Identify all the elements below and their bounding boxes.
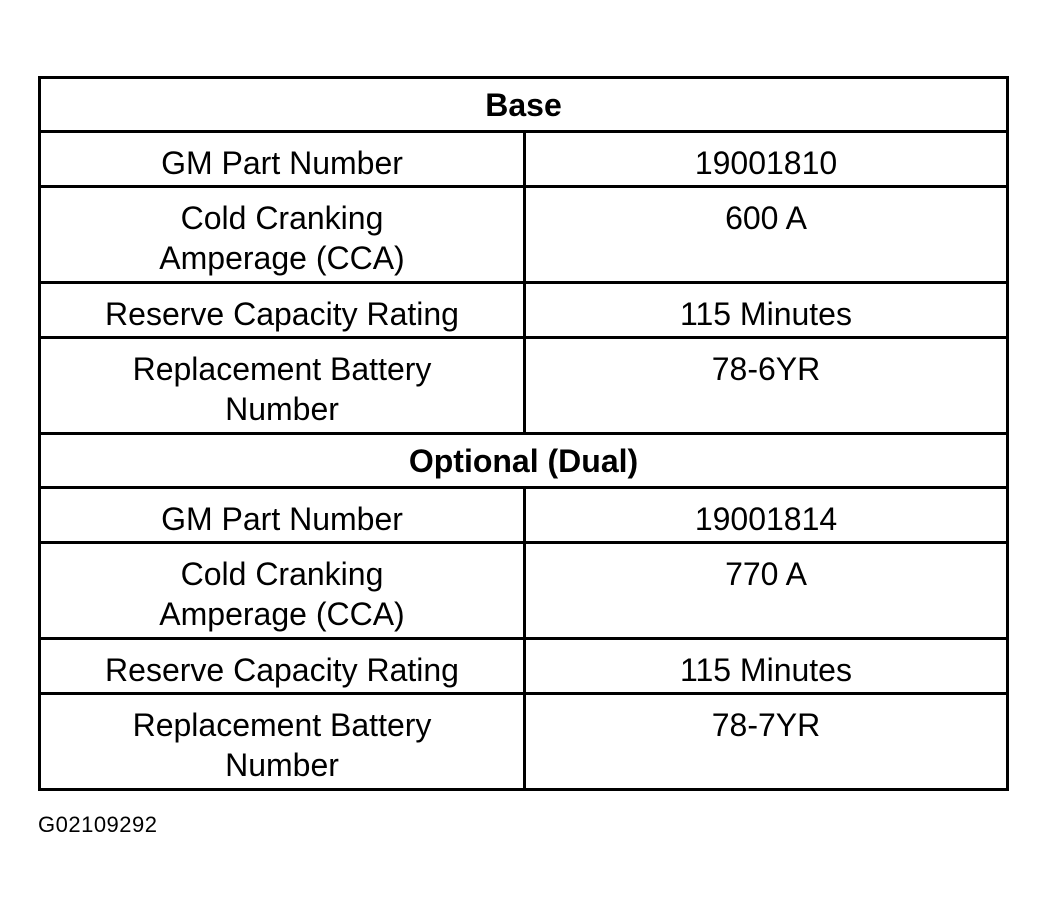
- spec-label-line: Reserve Capacity Rating: [105, 652, 459, 688]
- spec-label: [40, 187, 525, 283]
- spec-label-line: GM Part Number: [161, 145, 403, 181]
- section-header-base: Base: [40, 78, 1008, 132]
- spec-label: [40, 639, 525, 694]
- table-row: [40, 338, 1008, 434]
- table-row: [40, 488, 1008, 543]
- table-row: [40, 543, 1008, 639]
- spec-value: 19001814: [525, 488, 1008, 543]
- table-row: [40, 694, 1008, 790]
- spec-label-line: Cold Cranking: [180, 556, 384, 592]
- section-header-row: [40, 434, 1008, 488]
- section-header-row: [40, 78, 1008, 132]
- spec-label: [40, 488, 525, 543]
- spec-value: 770 A: [525, 543, 1008, 639]
- spec-label: [40, 543, 525, 639]
- spec-label: [40, 338, 525, 434]
- spec-value: 78-7YR: [525, 694, 1008, 790]
- section-header-optional: Optional (Dual): [40, 434, 1008, 488]
- spec-label: [40, 694, 525, 790]
- spec-label-line: Amperage (CCA): [159, 240, 405, 276]
- spec-label-line: Replacement Battery: [132, 707, 432, 743]
- spec-label-line: GM Part Number: [161, 501, 403, 537]
- spec-label-line: Reserve Capacity Rating: [105, 296, 459, 332]
- table-row: [40, 187, 1008, 283]
- table-row: [40, 132, 1008, 187]
- spec-label: [40, 132, 525, 187]
- spec-value: 115 Minutes: [525, 639, 1008, 694]
- table-row: [40, 639, 1008, 694]
- spec-value: 115 Minutes: [525, 283, 1008, 338]
- spec-value: 19001810: [525, 132, 1008, 187]
- figure-id: G02109292: [38, 812, 158, 837]
- battery-spec-table: [38, 76, 1009, 791]
- spec-label: [40, 283, 525, 338]
- spec-value: 600 A: [525, 187, 1008, 283]
- spec-label-line: Number: [225, 391, 339, 427]
- spec-label-line: Replacement Battery: [132, 351, 432, 387]
- spec-value: 78-6YR: [525, 338, 1008, 434]
- spec-label-line: Number: [225, 747, 339, 783]
- table-row: [40, 283, 1008, 338]
- spec-label-line: Amperage (CCA): [159, 596, 405, 632]
- spec-label-line: Cold Cranking: [180, 200, 384, 236]
